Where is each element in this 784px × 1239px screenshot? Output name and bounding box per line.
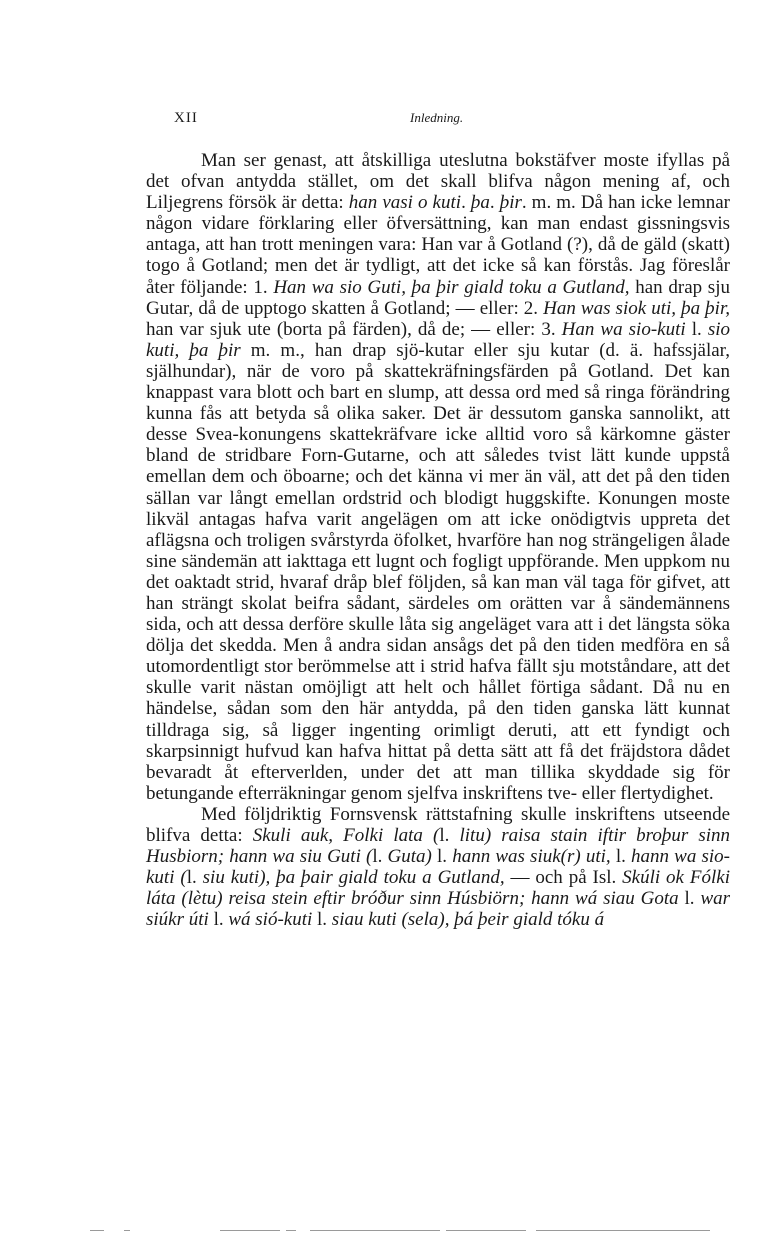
text-run: l. (208, 909, 229, 931)
italic-text: hann was siuk(r) uti, (452, 846, 611, 868)
text-run: Man ser genast, att åtskilliga uteslutna bokstäfver moste ifyllas på det ofvan antydda stället, om det skall blifva någon mening af, och Liljegrens försök är detta: (146, 150, 730, 214)
italic-text: Han wa sio Guti, þa þir giald toku a Gutland, (273, 276, 630, 298)
italic-text: Han wa sio-kuti (561, 318, 686, 340)
italic-text: siau kuti (sela), þá þeir giald tóku á (331, 909, 605, 931)
text-run: l. (610, 846, 632, 868)
running-title: Inledning. (410, 110, 464, 125)
text-run: han drap sju Gutar, då de upptogo skatten å Gotland; — eller: 2. (146, 276, 730, 319)
body-text (146, 150, 730, 930)
text-run: m. m., han drap sjö-kutar eller sju kutar (d. ä. hafssjälar, själhundar), när de voro på skattekräfningsfärden på Gotland. Det kan knappast vara blott och bart en slump, att dessa ord med så ringa förändring kunna fås att betyda så olika saker. Det är dessutom ganska sannolikt, att desse Svea-konungens skattekräfvare icke alltid voro så kärkomne gäster bland de stridbare Forn-Gutarne, och att således tvist lätt kunde uppstå emellan dem och öboarne; och det känna vi mer än väl, att det på den tiden sällan var långt emellan ordstrid och blodigt huggskifte. Konungen moste likväl antagas hafva varit angelägen om att icke onödigtvis uppreta det aflägsna och troligen svårstyrda öfolket, hvarföre han nog strängeligen ålade sine sändemän att iakttaga ett lugnt och fogligt uppförande. Men uppkom nu det oaktadt strid, hvaraf dråp blef följden, så kan man väl taga för gifvet, att han strängt skolat beifra sådant, särdeles om orätten var å sändemännens sida, och att dessa derföre skulle låta sig angeläget vara att i det längsta söka dölja det skedda. Men å andra sidan ansågs det på den tiden medföra en så utomordentligt stor berömmelse att i strid hafva fällt sju motståndare, att det skulle varit nästan omöjligt att helt och hållet förtiga sådant. Då nu en händelse, sådan som den här antydda, på den tiden ganska lätt kunnat tilldraga sig, så ligger ingenting orimligt deruti, att ett fyndigt och skarpsinnigt hufvud kan hafva hittat på detta sätt att få det fräjdstora dådet bevaradt åt efterverlden, under det att man tillika skyddade sig för betungande efterräkningar genom sjelfva inskriftens tve- eller flertydighet. (146, 339, 730, 804)
page-number: XII (174, 110, 198, 126)
scan-artifact-line (90, 1228, 710, 1234)
text-run: l. (372, 846, 388, 868)
text-run: l. (431, 846, 453, 868)
italic-text: siu kuti), þa þair giald toku a Gutland, (202, 867, 505, 889)
text-run: l. (685, 318, 708, 340)
italic-text: wá sió-kuti (228, 909, 313, 931)
text-run: — och på Isl. (504, 867, 623, 889)
paragraph (146, 150, 730, 804)
italic-text: þir (499, 192, 522, 214)
italic-text: war siúkr úti (146, 888, 731, 931)
text-run: l. (678, 888, 701, 910)
text-run: l. (186, 867, 203, 889)
italic-text: han vasi o kuti (348, 192, 462, 214)
italic-text: Guta) (387, 846, 432, 868)
italic-text: litu) raisa stain iftir broþur sinn Husbiorn; hann wa siu Guti ( (146, 825, 731, 868)
text-run: l. (312, 909, 332, 931)
text-run: . (461, 192, 471, 214)
italic-text: þa (470, 192, 490, 214)
text-run: Med följdriktig Fornsvensk rättstafning skulle inskriftens utseende blifva detta: (146, 803, 730, 846)
italic-text: Skúli ok Fólki láta (lètu) reisa stein eftir bróður sinn Húsbiörn; hann wá siau Gota (146, 867, 730, 910)
paragraph (146, 804, 730, 931)
text-run: han var sjuk ute (borta på färden), då de; — eller: 3. (146, 318, 562, 340)
italic-text: hann wa sio-kuti ( (146, 846, 731, 889)
text-run: . m. m. Då han icke lemnar någon vidare förklaring eller öfversättning, kan man endast gissningsvis antaga, att han trott meningen vara: Han var å Gotland (?), då de gäld (skatt) togo å Gotland; men det är tydligt, att det icke så kan förstås. Jag föreslår åter följande: 1. (146, 192, 731, 298)
italic-text: Han was siok uti, þa þir, (543, 297, 730, 319)
text-run: . (489, 192, 500, 214)
page-header (146, 110, 726, 132)
italic-text: Skuli auk, Folki lata ( (252, 825, 440, 846)
italic-text: sio kuti, þa þir (146, 318, 730, 361)
text-run: l. (439, 825, 460, 846)
